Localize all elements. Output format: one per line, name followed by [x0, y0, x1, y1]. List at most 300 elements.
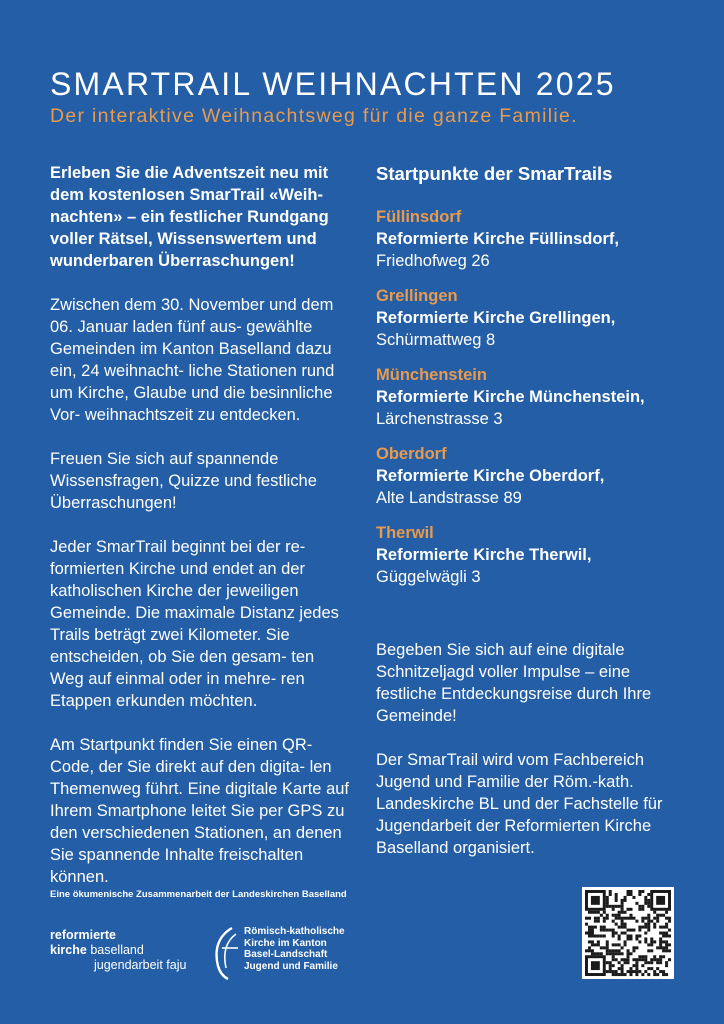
qr-module [659, 961, 662, 964]
qr-module [659, 937, 662, 940]
catholic-emblem-icon [212, 926, 240, 980]
qr-module [629, 973, 632, 976]
logo-line [50, 943, 186, 958]
location-address: Lärchenstrasse 3 [376, 410, 503, 428]
qr-module [615, 917, 618, 920]
location-therwil [376, 522, 676, 588]
qr-module [653, 955, 656, 958]
qr-module [629, 970, 632, 973]
qr-module [606, 940, 609, 943]
qr-module [612, 955, 615, 958]
qr-module [606, 946, 609, 949]
location-name: Füllinsdorf [376, 208, 462, 226]
qr-module [588, 932, 591, 935]
qr-module [650, 943, 653, 946]
qr-code-icon [582, 887, 674, 979]
body-paragraph: Jeder SmarTrail beginnt bei der re- formierten Kirche und endet an der katholischen Kirche der jeweiligen Gemeinde. Die maximale Distanz jedes Trails beträgt zwei Kilometer. Sie entscheiden, ob Sie den gesam- ten Weg auf einmal oder in mehre- ren Etappen erkunden möchten. [50, 538, 339, 710]
location-address: Friedhofweg 26 [376, 252, 490, 270]
qr-module [615, 923, 618, 926]
qr-module [665, 973, 668, 976]
qr-module [665, 946, 668, 949]
qr-module [612, 934, 615, 937]
qr-module [609, 970, 612, 973]
qr-module [632, 964, 635, 967]
qr-module [606, 899, 609, 902]
location-church: Reformierte Kirche Füllinsdorf, [376, 230, 619, 248]
location-muenchenstein [376, 364, 676, 430]
qr-module [627, 929, 630, 932]
qr-module [615, 899, 618, 902]
qr-module [635, 902, 638, 905]
qr-module [662, 914, 665, 917]
location-church: Reformierte Kirche Therwil, [376, 546, 592, 564]
qr-module [644, 958, 647, 961]
body-paragraph: Freuen Sie sich auf spannende Wissensfragen, Quizze und festliche Überraschungen! [50, 450, 317, 512]
qr-module [665, 943, 668, 946]
page-title: SMARTRAIL WEIHNACHTEN 2025 [50, 66, 616, 102]
qr-module [632, 970, 635, 973]
qr-module [588, 926, 591, 929]
qr-module [644, 940, 647, 943]
qr-module [629, 934, 632, 937]
qr-module [650, 958, 653, 961]
qr-module [644, 926, 647, 929]
qr-module [603, 934, 606, 937]
qr-module [624, 896, 627, 899]
qr-module [653, 973, 656, 976]
qr-module [588, 917, 591, 920]
qr-module [656, 946, 659, 949]
qr-module [618, 905, 621, 908]
qr-module [606, 970, 609, 973]
qr-module [618, 926, 621, 929]
qr-module [647, 961, 650, 964]
qr-module [624, 943, 627, 946]
location-church: Reformierte Kirche Oberdorf, [376, 467, 605, 485]
qr-module [621, 899, 624, 902]
qr-module [641, 908, 644, 911]
qr-module [647, 920, 650, 923]
qr-module [603, 929, 606, 932]
catholic-church-logo [212, 924, 382, 982]
qr-module [627, 890, 630, 893]
qr-module [665, 911, 668, 914]
qr-module [594, 917, 597, 920]
qr-module [647, 917, 650, 920]
location-name: Therwil [376, 524, 434, 542]
qr-module [632, 958, 635, 961]
intro-paragraph: Erleben Sie die Adventszeit neu mit dem kostenlosen SmarTrail «Weih- nachten» – ein festlicher Rundgang voller Rätsel, Wissenswertem und wunderbaren Überraschungen! [50, 164, 329, 270]
qr-module [609, 961, 612, 964]
qr-module [621, 946, 624, 949]
qr-module [647, 899, 650, 902]
qr-module [644, 899, 647, 902]
qr-module [588, 934, 591, 937]
qr-module [662, 926, 665, 929]
qr-module [629, 914, 632, 917]
qr-module [594, 920, 597, 923]
qr-module [641, 905, 644, 908]
qr-module [641, 926, 644, 929]
qr-module [641, 890, 644, 893]
qr-module [635, 967, 638, 970]
qr-module [647, 943, 650, 946]
qr-module [594, 952, 597, 955]
qr-module [632, 949, 635, 952]
qr-module [606, 905, 609, 908]
qr-module [609, 893, 612, 896]
qr-module [606, 902, 609, 905]
qr-module [624, 926, 627, 929]
qr-module [618, 911, 621, 914]
qr-module [638, 958, 641, 961]
qr-module [662, 946, 665, 949]
qr-module [603, 911, 606, 914]
qr-module [644, 896, 647, 899]
qr-module [650, 937, 653, 940]
qr-module [606, 961, 609, 964]
qr-module [627, 893, 630, 896]
qr-module [615, 958, 618, 961]
qr-code[interactable] [582, 887, 674, 979]
qr-module [624, 917, 627, 920]
qr-module [612, 964, 615, 967]
qr-module [644, 970, 647, 973]
qr-module [606, 952, 609, 955]
qr-module [659, 926, 662, 929]
qr-module [662, 949, 665, 952]
qr-module [615, 943, 618, 946]
qr-module [621, 920, 624, 923]
qr-module [624, 973, 627, 976]
qr-module [629, 929, 632, 932]
cooperation-note: Eine ökumenische Zusammenarbeit der Landeskirchen Baselland [50, 889, 347, 900]
qr-module [618, 917, 621, 920]
qr-module [627, 949, 630, 952]
qr-module [627, 934, 630, 937]
qr-module [656, 914, 659, 917]
location-oberdorf [376, 443, 676, 509]
qr-module [662, 955, 665, 958]
qr-module [618, 934, 621, 937]
qr-module [635, 937, 638, 940]
location-address: Güggelwägli 3 [376, 568, 481, 586]
qr-module [624, 923, 627, 926]
qr-module [647, 893, 650, 896]
qr-module [638, 905, 641, 908]
qr-module [621, 967, 624, 970]
qr-module [629, 908, 632, 911]
logo-word: baselland [86, 943, 144, 957]
qr-module [635, 946, 638, 949]
qr-module [627, 955, 630, 958]
qr-module [668, 920, 671, 923]
qr-module [600, 914, 603, 917]
qr-module [597, 940, 600, 943]
qr-module [600, 929, 603, 932]
qr-module [650, 949, 653, 952]
qr-module [594, 943, 597, 946]
qr-module [621, 911, 624, 914]
qr-module [653, 940, 656, 943]
qr-module [621, 964, 624, 967]
qr-module [665, 926, 668, 929]
qr-module [603, 926, 606, 929]
qr-module [603, 920, 606, 923]
location-address: Schürmattweg 8 [376, 331, 496, 349]
qr-module [653, 926, 656, 929]
qr-module [629, 937, 632, 940]
left-column [50, 162, 350, 910]
qr-module [650, 920, 653, 923]
qr-module [591, 896, 600, 905]
qr-module [591, 940, 594, 943]
qr-module [600, 926, 603, 929]
qr-module [665, 949, 668, 952]
qr-module [612, 949, 615, 952]
qr-module [585, 949, 588, 952]
qr-module [638, 890, 641, 893]
qr-module [635, 973, 638, 976]
qr-module [591, 932, 594, 935]
organizer-paragraph: Der SmarTrail wird vom Fachbereich Jugend und Familie der Röm.-kath. Landeskirche BL und der Fachstelle für Jugendarbeit der Reformierten Kirche Baselland organisiert. [376, 751, 663, 857]
qr-module [612, 905, 615, 908]
qr-module [621, 923, 624, 926]
qr-module [638, 955, 641, 958]
qr-module [662, 934, 665, 937]
qr-module [597, 917, 600, 920]
qr-module [656, 973, 659, 976]
qr-module [591, 911, 594, 914]
qr-module [629, 967, 632, 970]
right-column [376, 162, 676, 881]
qr-module [650, 940, 653, 943]
qr-module [629, 917, 632, 920]
qr-module [615, 905, 618, 908]
location-name: Oberdorf [376, 445, 447, 463]
qr-module [653, 923, 656, 926]
qr-module [621, 926, 624, 929]
qr-module [647, 949, 650, 952]
qr-module [588, 940, 591, 943]
qr-module [609, 949, 612, 952]
qr-module [638, 940, 641, 943]
qr-module [668, 929, 671, 932]
qr-module [621, 902, 624, 905]
qr-module [638, 908, 641, 911]
qr-module [647, 929, 650, 932]
location-name: Grellingen [376, 287, 458, 305]
qr-module [627, 952, 630, 955]
qr-module [632, 929, 635, 932]
qr-module [600, 952, 603, 955]
qr-module [585, 932, 588, 935]
qr-module [659, 932, 662, 935]
qr-module [612, 958, 615, 961]
qr-module [644, 932, 647, 935]
qr-module [594, 934, 597, 937]
qr-module [621, 908, 624, 911]
qr-module [612, 943, 615, 946]
qr-module [618, 943, 621, 946]
qr-module [635, 970, 638, 973]
qr-module [606, 914, 609, 917]
qr-module [621, 905, 624, 908]
qr-module [612, 914, 615, 917]
qr-module [635, 934, 638, 937]
qr-module [591, 929, 594, 932]
qr-module [624, 940, 627, 943]
qr-module [588, 946, 591, 949]
page-subtitle: Der interaktive Weihnachtsweg für die ganze Familie. [50, 105, 578, 127]
qr-module [653, 958, 656, 961]
qr-module [653, 911, 656, 914]
qr-module [615, 914, 618, 917]
qr-module [632, 917, 635, 920]
location-church: Reformierte Kirche Grellingen, [376, 309, 616, 327]
qr-module [624, 899, 627, 902]
qr-module [659, 946, 662, 949]
qr-module [597, 920, 600, 923]
qr-module [624, 958, 627, 961]
qr-module [597, 911, 600, 914]
startpoints-heading: Startpunkte der SmarTrails [376, 163, 613, 184]
qr-module [659, 940, 662, 943]
qr-module [618, 952, 621, 955]
qr-module [668, 943, 671, 946]
qr-module [618, 967, 621, 970]
qr-module [627, 961, 630, 964]
qr-module [591, 961, 600, 970]
qr-module [662, 940, 665, 943]
qr-module [629, 890, 632, 893]
qr-module [638, 934, 641, 937]
qr-module [606, 929, 609, 932]
qr-module [644, 917, 647, 920]
qr-module [659, 955, 662, 958]
qr-module [647, 973, 650, 976]
qr-module [591, 952, 594, 955]
qr-module [647, 914, 650, 917]
body-paragraph: Zwischen dem 30. November und dem 06. Januar laden fünf aus- gewählte Gemeinden im Kanton Baselland dazu ein, 24 weihnacht- liche Stationen rund um Kirche, Glaube und die besinnliche Vor- weihnachtszeit zu entdecken. [50, 296, 335, 424]
qr-module [665, 961, 668, 964]
qr-module [662, 970, 665, 973]
qr-module [638, 893, 641, 896]
qr-module [588, 929, 591, 932]
qr-module [635, 961, 638, 964]
qr-module [609, 952, 612, 955]
qr-module [618, 937, 621, 940]
qr-module [653, 917, 656, 920]
qr-module [603, 917, 606, 920]
qr-module [621, 958, 624, 961]
reformed-church-logo [50, 928, 186, 973]
qr-module [656, 961, 659, 964]
qr-module [647, 923, 650, 926]
qr-module [615, 952, 618, 955]
qr-module [588, 949, 591, 952]
qr-module [662, 932, 665, 935]
closing-paragraph: Begeben Sie sich auf eine digitale Schnitzeljagd voller Impulse – eine festliche Entdeckungsreise durch Ihre Gemeinde! [376, 641, 652, 725]
qr-module [632, 946, 635, 949]
qr-module [650, 967, 653, 970]
qr-module [621, 932, 624, 935]
qr-module [659, 970, 662, 973]
qr-module [665, 964, 668, 967]
location-grellingen [376, 285, 676, 351]
qr-module [650, 961, 653, 964]
qr-module [597, 934, 600, 937]
qr-module [647, 926, 650, 929]
qr-module [612, 952, 615, 955]
qr-module [665, 940, 668, 943]
logo-line: reformierte [50, 928, 116, 942]
qr-module [624, 911, 627, 914]
qr-module [618, 914, 621, 917]
qr-module [638, 926, 641, 929]
qr-module [618, 973, 621, 976]
qr-module [632, 896, 635, 899]
qr-module [597, 952, 600, 955]
qr-module [615, 949, 618, 952]
qr-module [668, 917, 671, 920]
qr-module [609, 964, 612, 967]
qr-module [609, 967, 612, 970]
qr-module [665, 917, 668, 920]
qr-module [606, 917, 609, 920]
qr-module [662, 973, 665, 976]
qr-module [668, 958, 671, 961]
qr-module [624, 932, 627, 935]
qr-module [606, 896, 609, 899]
qr-module [644, 937, 647, 940]
qr-module [629, 952, 632, 955]
qr-module [621, 970, 624, 973]
qr-module [585, 923, 588, 926]
qr-module [609, 890, 612, 893]
qr-module [606, 943, 609, 946]
qr-module [627, 908, 630, 911]
qr-module [656, 917, 659, 920]
qr-module [618, 949, 621, 952]
qr-module [635, 964, 638, 967]
qr-module [647, 902, 650, 905]
qr-module [644, 955, 647, 958]
qr-module [656, 920, 659, 923]
qr-module [612, 973, 615, 976]
qr-module [644, 902, 647, 905]
location-fuellinsdorf [376, 206, 676, 272]
qr-module [641, 973, 644, 976]
qr-module [659, 943, 662, 946]
location-name: Münchenstein [376, 366, 487, 384]
qr-module [621, 973, 624, 976]
qr-module [591, 926, 594, 929]
qr-module [668, 934, 671, 937]
logo-line: Basel-Landschaft [244, 949, 328, 960]
logo-line: Römisch-katholische [244, 926, 345, 937]
qr-module [627, 970, 630, 973]
qr-module [638, 929, 641, 932]
qr-module [659, 914, 662, 917]
qr-module [644, 961, 647, 964]
location-church: Reformierte Kirche Münchenstein, [376, 388, 645, 406]
qr-module [668, 949, 671, 952]
qr-module [627, 917, 630, 920]
qr-module [629, 893, 632, 896]
qr-module [615, 973, 618, 976]
qr-module [612, 932, 615, 935]
